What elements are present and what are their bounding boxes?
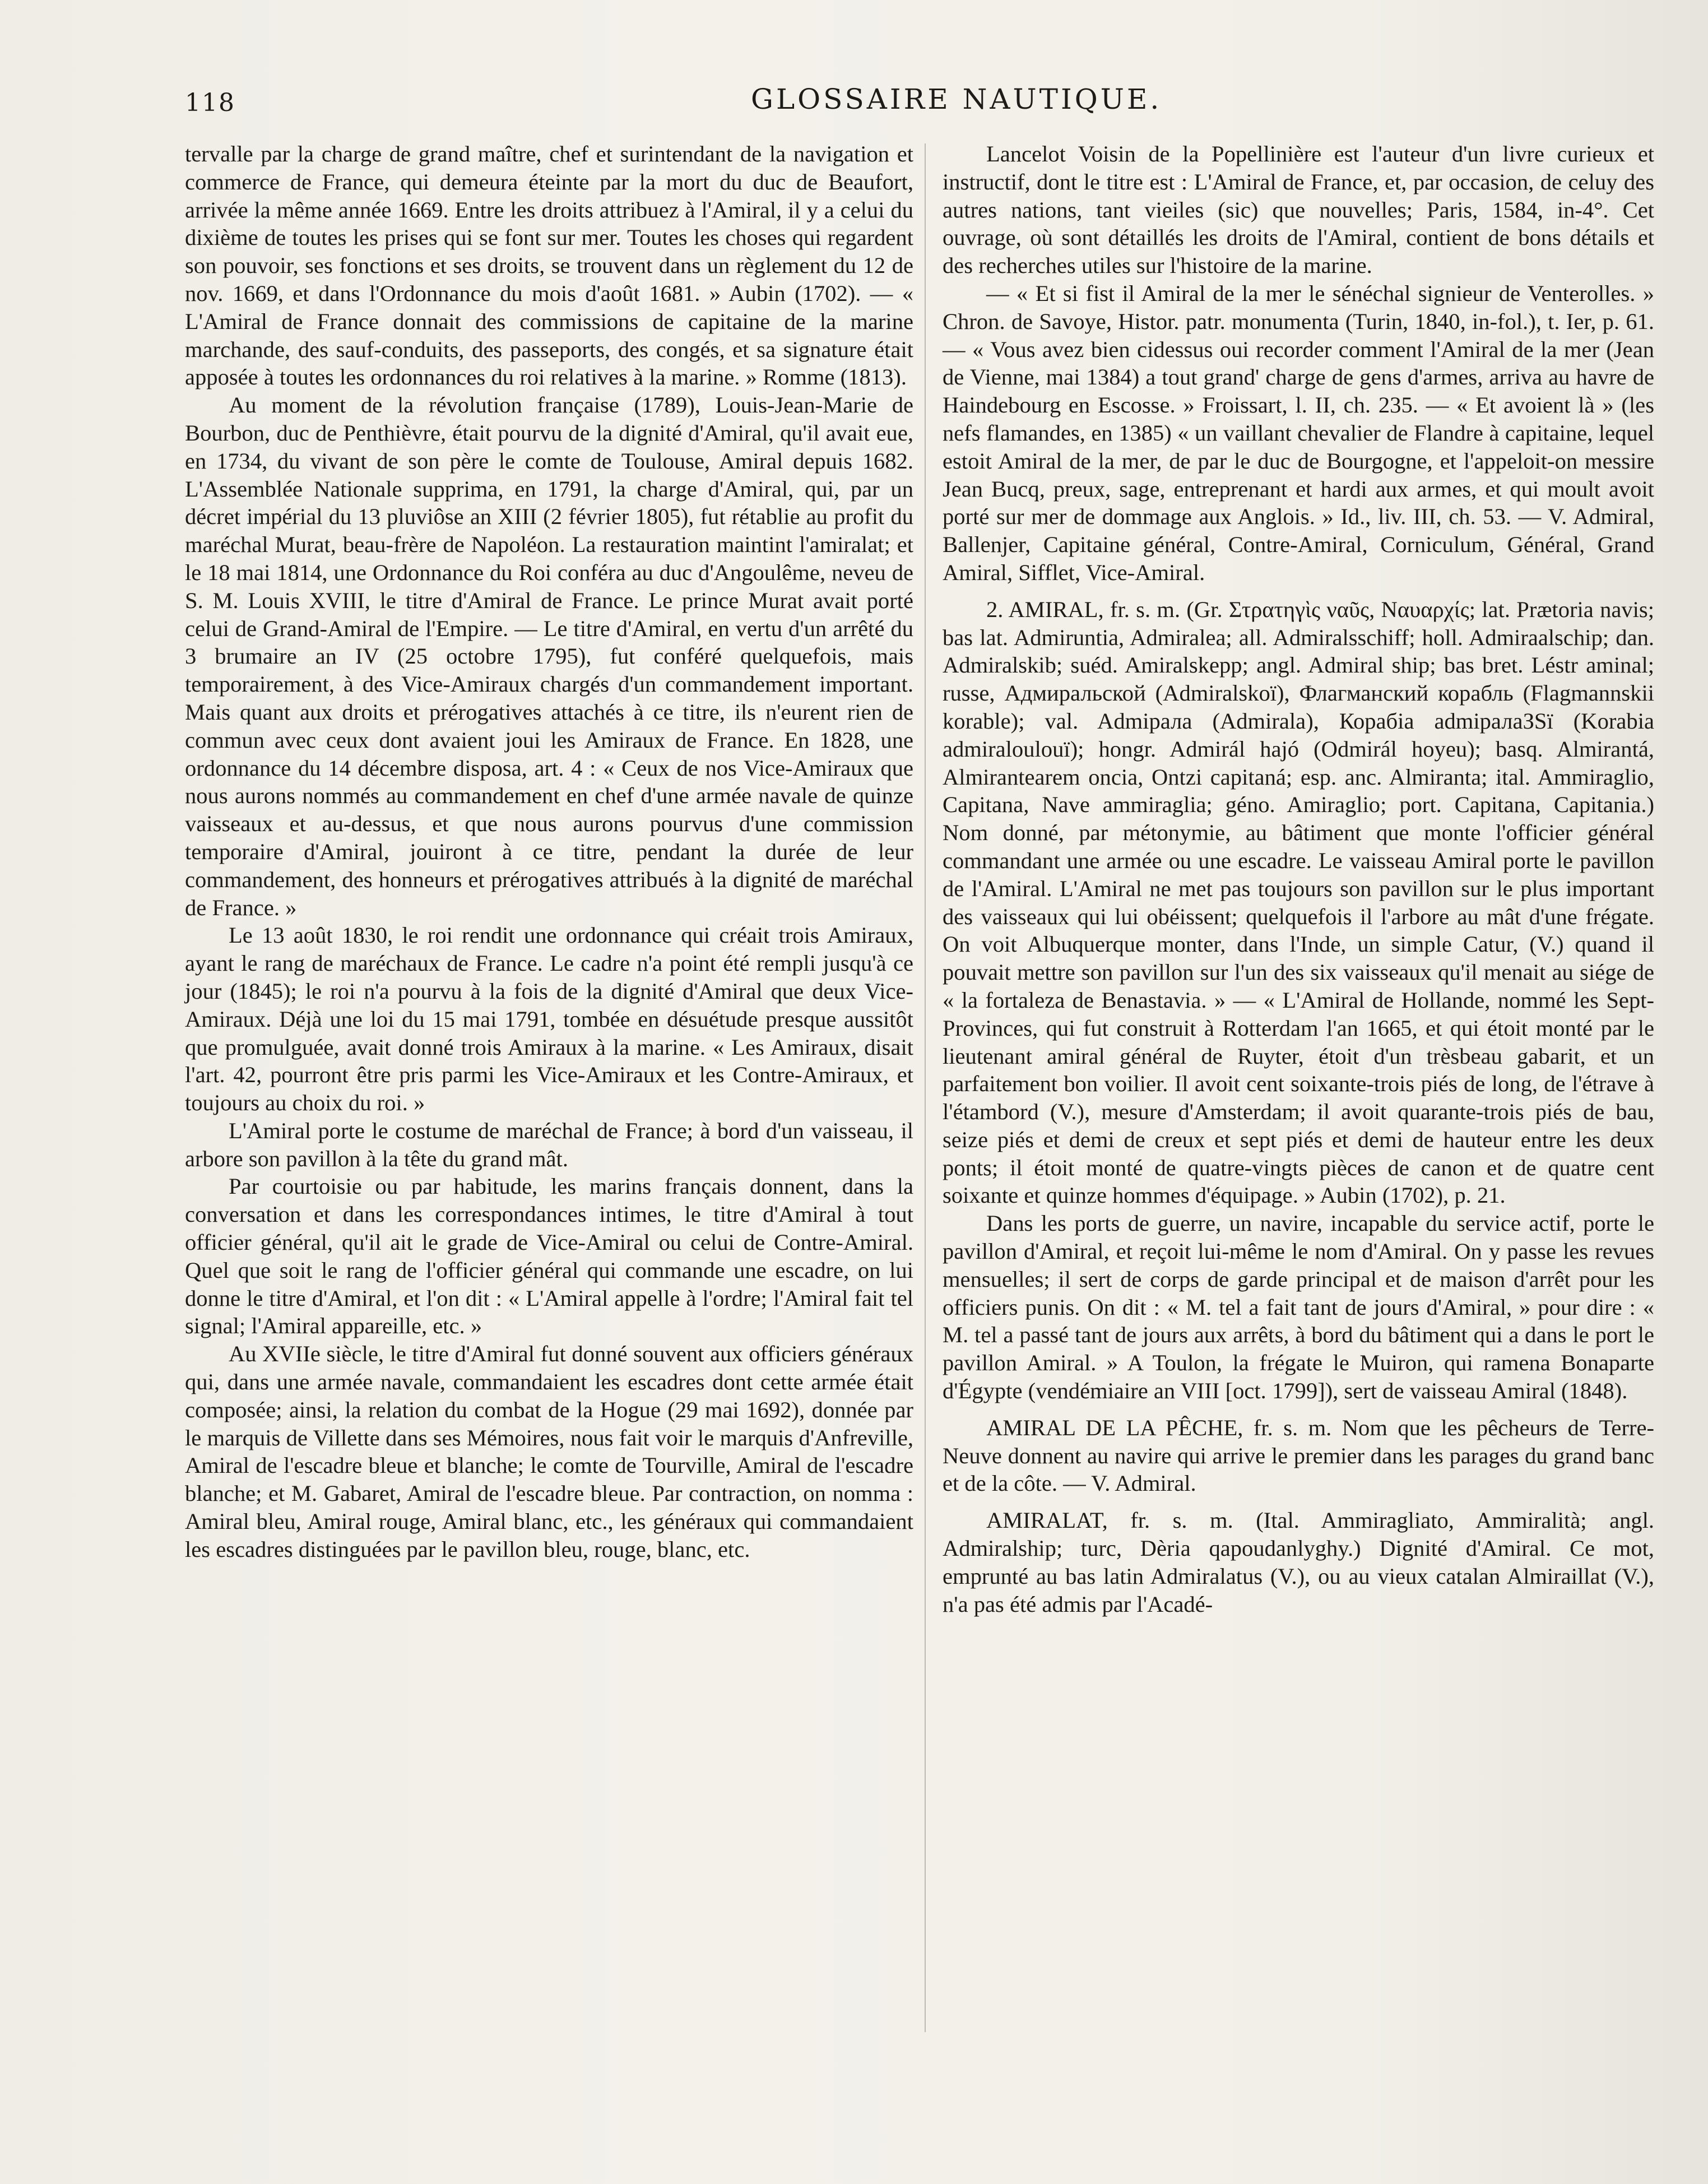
paragraph: Par courtoisie ou par habitude, les marins français donnent, dans la conversation et dans les correspondances intimes, le titre d'Amiral à tout officier général, qu'il ait le grade de Vice-Amiral ou celui de Contre-Amiral. Quel que soit le rang de l'officier général qui commande une escadre, on lui donne le titre d'Amiral, et l'on dit : « L'Amiral appelle à l'ordre; l'Amiral fait tel signal; l'Amiral appareille, etc. » xyxy=(185,1174,913,1339)
running-head xyxy=(0,83,1708,117)
column-divider xyxy=(925,143,926,2032)
paragraph: Lancelot Voisin de la Popellinière est l'auteur d'un livre curieux et instructif, dont le titre est : L'Amiral de France, et, par occasion, de celuy des autres nations, tant vieiles (sic) que nouvelles; Paris, 1584, in-4°. Cet ouvrage, où sont détaillés les droits de l'Amiral, contient de bons détails et des recherches utiles sur l'histoire de la marine. xyxy=(943,141,1654,279)
left-column xyxy=(185,140,913,1564)
page-number: 118 xyxy=(185,89,235,117)
paragraph: L'Amiral porte le costume de maréchal de France; à bord d'un vaisseau, il arbore son pavillon à la tête du grand mât. xyxy=(185,1117,913,1171)
paragraph: Au moment de la révolution française (1789), Louis-Jean-Marie de Bourbon, duc de Penthièvre, était pourvu de la dignité d'Amiral, qu'il avait eue, en 1734, du vivant de son père le comte de Toulouse, Amiral depuis 1682. L'Assemblée Nationale supprima, en 1791, la charge d'Amiral, qui, par un décret impérial du 13 pluviôse an XIII (2 février 1805), fut rétablie au profit du maréchal Murat, beau-frère de Napoléon. La restauration maintint l'amiralat; et le 18 mai 1814, une Ordonnance du Roi conféra au duc d'Angoulême, neveu de S. M. Louis XVIII, le titre d'Amiral de France. Le prince Murat avait porté celui de Grand-Amiral de l'Empire. — Le titre d'Amiral, en vertu d'un arrêté du 3 brumaire an IV (25 octobre 1795), fut conféré quelquefois, mais temporairement, à des Vice-Amiraux chargés d'un commandement important. Mais quant aux droits et prérogatives attachés à ce titre, ils n'eurent rien de commun avec ceux dont avaient joui les Amiraux de France. En 1828, une ordonnance du 14 décembre disposa, art. 4 : « Ceux de nos Vice-Amiraux que nous aurons nommés au commandement en chef d'une armée navale de quinze vaisseaux et au-dessus, et que nous aurons pourvus d'une commission temporaire d'Amiral, jouiront à ce titre, pendant la durée de leur commandement, des honneurs et prérogatives attribués à la dignité de maréchal de France. » xyxy=(185,392,913,920)
paragraph: Le 13 août 1830, le roi rendit une ordonnance qui créait trois Amiraux, ayant le rang de maréchaux de France. Le cadre n'a point été rempli jusqu'à ce jour (1845); le roi n'a pourvu à la fois de la dignité d'Amiral que deux Vice-Amiraux. Déjà une loi du 15 mai 1791, tombée en désuétude presque aussitôt que promulguée, avait donné trois Amiraux à la marine. « Les Amiraux, disait l'art. 42, pourront être pris parmi les Vice-Amiraux et les Contre-Amiraux, et toujours au choix du roi. » xyxy=(185,922,913,1116)
entry-amiral-de-la-peche: AMIRAL DE LA PÊCHE, fr. s. m. Nom que les pêcheurs de Terre-Neuve donnent au navire qui arrive le premier dans les parages du grand banc et de la côte. — V. Admiral. xyxy=(943,1415,1654,1496)
entry-amiral-2: 2. AMIRAL, fr. s. m. (Gr. Στρατηγὶς ναῦς, Ναυαρχίς; lat. Prætoria navis; bas lat. Admiruntia, Admiralea; all. Admiralsschiff; holl. Admiraalschip; dan. Admiralskib; suéd. Amiralskepp; angl. Admiral ship; bas bret. Léstr aminal; russe, Адмиральской (Admiralskoï), Флагманский корабль (Flagmannskii korable); val. Admiрала (Admirala), Корабiа admiралаЗЅї (Korabia admiraloulouï); hongr. Admirál hajó (Odmirál hoyeu); basq. Almirantá, Almirantearem oncia, Ontzi capitaná; esp. anc. Almiranta; ital. Ammiraglio, Capitana, Nave ammiraglia; géno. Amiraglio; port. Capitana, Capitania.) Nom donné, par métonymie, au bâtiment que monte l'officier général commandant une armée ou une escadre. Le vaisseau Amiral porte le pavillon de l'Amiral. L'Amiral ne met pas toujours son pavillon sur le plus important des vaisseaux qui lui obéissent; quelquefois il l'arbore au mât d'une frégate. On voit Albuquerque monter, dans l'Inde, un simple Catur, (V.) quand il pouvait mettre son pavillon sur l'un des six vaisseaux qu'il menait au siége de « la fortaleza de Benastavia. » — « L'Amiral de Hollande, nommé les Sept-Provinces, qui fut construit à Rotterdam l'an 1665, et qui étoit monté par le lieutenant amiral général de Ruyter, étoit d'un trèsbeau gabarit, et un parfaitement bon voilier. Il avoit cent soixante-trois piés de long, de l'étrave à l'étambord (V.), mesure d'Amsterdam; il avoit quarante-trois piés de bau, seize piés et demi de creux et sept piés et demi de hauteur entre les deux ponts; il étoit monté de quatre-vingts pièces de canon et de quatre cent soixante et quinze hommes d'équipage. » Aubin (1702), p. 21. xyxy=(943,596,1654,1208)
paragraph: Dans les ports de guerre, un navire, incapable du service actif, porte le pavillon d'Amiral, et reçoit lui-même le nom d'Amiral. On y passe les revues mensuelles; il sert de corps de garde principal et de maison d'arrêt pour les officiers punis. On dit : « M. tel a fait tant de jours d'Amiral, » pour dire : « M. tel a passé tant de jours aux arrêts, à bord du bâtiment qui a dans le port le pavillon Amiral. » A Toulon, la frégate le Muiron, qui ramena Bonaparte d'Égypte (vendémiaire an VIII [oct. 1799]), sert de vaisseau Amiral (1848). xyxy=(943,1211,1654,1404)
paragraph: tervalle par la charge de grand maître, chef et surintendant de la navigation et commerce de France, qui demeura éteinte par la mort du duc de Beaufort, arrivée la même année 1669. Entre les droits attribuez à l'Amiral, il y a celui du dixième de toutes les prises qui se font sur mer. Toutes les choses qui regardent son pouvoir, ses fonctions et ses droits, se trouvent dans un règlement du 12 de nov. 1669, et dans l'Ordonnance du mois d'août 1681. » Aubin (1702). — « L'Amiral de France donnait des commissions de capitaine de la marine marchande, des sauf-conduits, des passeports, des congés, et sa signature était apposée à toutes les ordonnances du roi relatives à la marine. » Romme (1813). xyxy=(185,141,913,390)
page-title: GLOSSAIRE NAUTIQUE. xyxy=(751,83,1162,115)
paragraph: — « Et si fist il Amiral de la mer le sénéchal signieur de Venterolles. » Chron. de Savoye, Histor. patr. monumenta (Turin, 1840, in-fol.), t. Ier, p. 61. — « Vous avez bien cidessus oui recorder comment l'Amiral de la mer (Jean de Vienne, mai 1384) a tout grand' charge de gens d'armes, arriva au havre de Haindebourg en Escosse. » Froissart, l. II, ch. 235. — « Et avoient là » (les nefs flamandes, en 1385) « un vaillant chevalier de Flandre à capitaine, lequel estoit Amiral de la mer, de par le duc de Bourgogne, et l'appeloit-on messire Jean Bucq, preux, sage, entreprenant et hardi aux armes, et qui moult avoit porté sur mer de dommage aux Anglois. » Id., liv. III, ch. 53. — V. Admiral, Ballenjer, Capitaine général, Contre-Amiral, Corniculum, Général, Grand Amiral, Sifflet, Vice-Amiral. xyxy=(943,280,1654,585)
paragraph: Au XVIIe siècle, le titre d'Amiral fut donné souvent aux officiers généraux qui, dans une armée navale, commandaient les escadres dont cette armée était composée; ainsi, la relation du combat de la Hogue (29 mai 1692), donnée par le marquis de Villette dans ses Mémoires, nous fait voir le marquis d'Anfreville, Amiral de l'escadre bleue et blanche; le comte de Tourville, Amiral de l'escadre blanche; et M. Gabaret, Amiral de l'escadre bleue. Par contraction, on nomma : Amiral bleu, Amiral rouge, Amiral blanc, etc., les généraux qui commandaient les escadres distinguées par le pavillon bleu, rouge, blanc, etc. xyxy=(185,1341,913,1562)
right-column xyxy=(943,140,1654,1618)
entry-amiralat: AMIRALAT, fr. s. m. (Ital. Ammiragliato, Ammiralità; angl. Admiralship; turc, Dèria qapoudanlyghy.) Dignité d'Amiral. Ce mot, emprunté au bas latin Admiralatus (V.), ou au vieux catalan Almiraillat (V.), n'a pas été admis par l'Acadé- xyxy=(943,1508,1654,1617)
